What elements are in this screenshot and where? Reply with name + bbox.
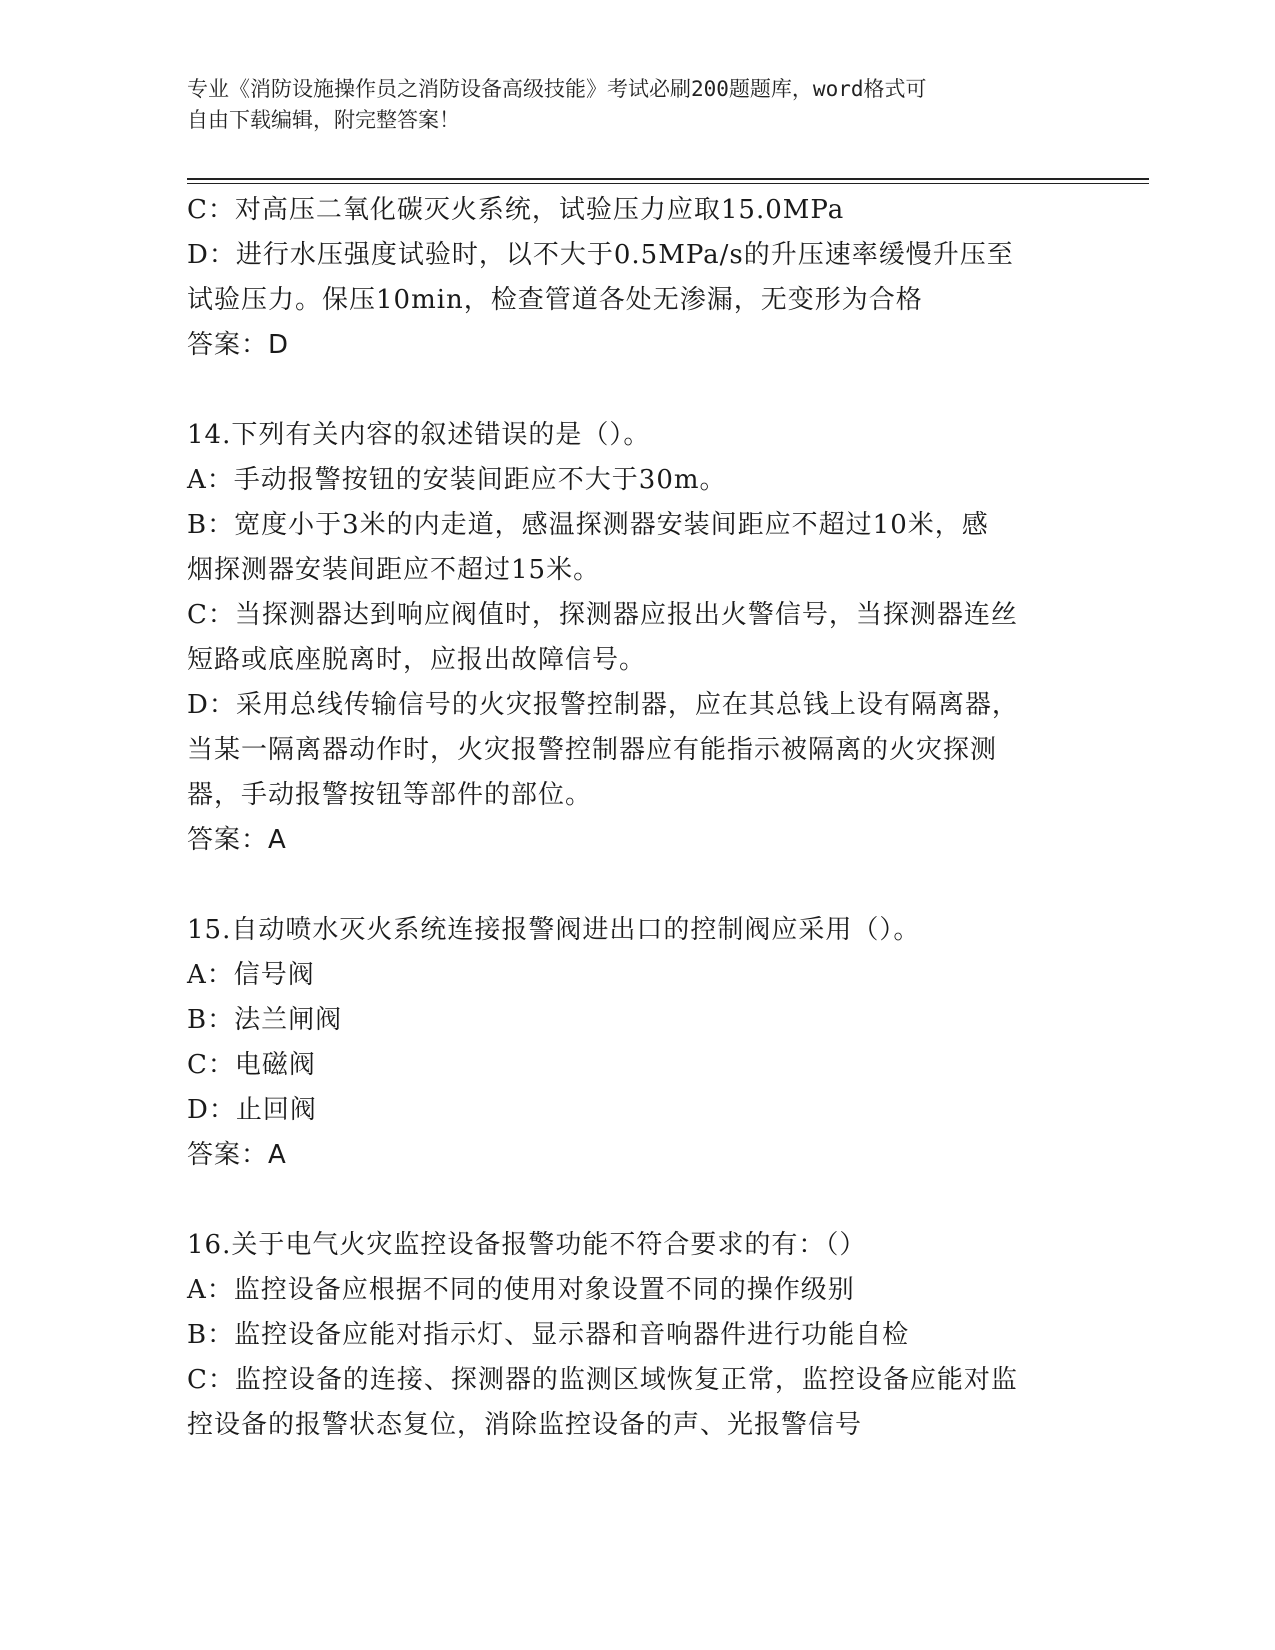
question-stem: 15.自动喷水灭火系统连接报警阀进出口的控制阀应采用（）。 [187, 915, 921, 945]
option-d-cont: 试验压力。保压10min，检查管道各处无渗漏，无变形为合格 [187, 285, 923, 315]
header-divider-thin [187, 183, 1149, 184]
question-15 [187, 908, 1087, 1178]
question-14 [187, 413, 1087, 863]
option-b: B：宽度小于3米的内走道，感温探测器安装间距应不超过10米，感 [187, 510, 989, 540]
spacer [187, 863, 1087, 908]
option-d: D：止回阀 [187, 1095, 317, 1125]
option-a: A：信号阀 [187, 960, 315, 990]
option-c: C：对高压二氧化碳灭火系统，试验压力应取15.0MPa [187, 195, 845, 225]
option-c: C：监控设备的连接、探测器的监测区域恢复正常，监控设备应能对监 [187, 1365, 1018, 1395]
option-d: D：进行水压强度试验时，以不大于0.5MPa/s的升压速率缓慢升压至 [187, 240, 1014, 270]
option-d-cont: 当某一隔离器动作时，火灾报警控制器应有能指示被隔离的火灾探测 [187, 735, 998, 765]
answer: 答案：D [187, 330, 290, 360]
header-divider [187, 178, 1149, 180]
option-d-cont: 器，手动报警按钮等部件的部位。 [187, 780, 593, 810]
option-b-cont: 烟探测器安装间距应不超过15米。 [187, 555, 601, 585]
option-a: A：监控设备应根据不同的使用对象设置不同的操作级别 [187, 1275, 855, 1305]
question-stem: 16.关于电气火灾监控设备报警功能不符合要求的有：（） [187, 1230, 867, 1260]
option-b: B：监控设备应能对指示灯、显示器和音响器件进行功能自检 [187, 1320, 910, 1350]
answer: 答案：A [187, 1140, 287, 1170]
option-c-cont: 短路或底座脱离时，应报出故障信号。 [187, 645, 647, 675]
answer: 答案：A [187, 825, 287, 855]
question-list [187, 188, 1087, 1448]
option-c: C：电磁阀 [187, 1050, 316, 1080]
header-line: 专业《消防设施操作员之消防设备高级技能》考试必刷200题题库，word格式可 [187, 77, 927, 101]
option-c-cont: 控设备的报警状态复位，消除监控设备的声、光报警信号 [187, 1410, 863, 1440]
question-16 [187, 1223, 1087, 1448]
question-13-tail [187, 188, 1087, 368]
header-line: 自由下载编辑，附完整答案！ [187, 108, 460, 132]
option-d: D：采用总线传输信号的火灾报警控制器，应在其总钱上设有隔离器， [187, 690, 1019, 720]
option-c: C：当探测器达到响应阀值时，探测器应报出火警信号，当探测器连丝 [187, 600, 1018, 630]
document-header [187, 74, 1067, 136]
spacer [187, 1178, 1087, 1223]
option-a: A：手动报警按钮的安装间距应不大于30m。 [187, 465, 727, 495]
question-stem: 14.下列有关内容的叙述错误的是（）。 [187, 420, 651, 450]
option-b: B：法兰闸阀 [187, 1005, 343, 1035]
spacer [187, 368, 1087, 413]
